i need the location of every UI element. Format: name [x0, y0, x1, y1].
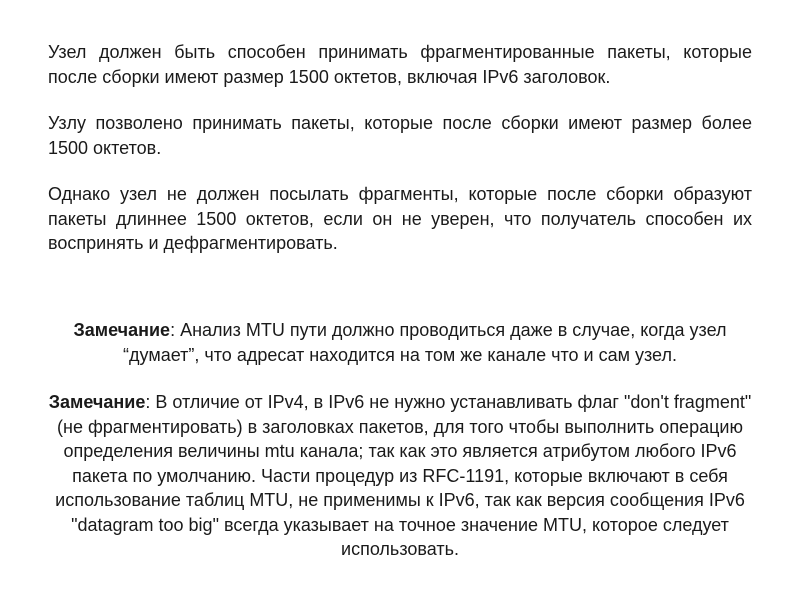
- main-text-block: [48, 40, 752, 256]
- note-mtu-path: [36, 318, 764, 367]
- note-text: : В отличие от IPv4, в IPv6 не нужно устанавливать флаг "don't fragment" (не фрагментировать) в заголовках пакетов, для того чтобы выполнить операцию определения величины mtu канала; так как это является атрибутом любого IPv6 пакета по умолчанию. Части процедур из RFC-1191, которые включают в себя использование таблиц MTU, не применимы к IPv6, так как версия сообщения IPv6 "datagram too big" всегда указывает на точное значение MTU, которое следует использовать.: [55, 392, 752, 559]
- notes-block: [36, 318, 764, 585]
- note-label: Замечание: [48, 392, 146, 412]
- note-text: : Анализ MTU пути должно проводиться даже в случае, когда узел “думает”, что адресат находится на том же канале что и сам узел.: [123, 320, 727, 365]
- note-label: Замечание: [73, 320, 171, 340]
- paragraph-fragment-reception: Узел должен быть способен принимать фрагментированные пакеты, которые после сборки имеют размер 1500 октетов, включая IPv6 заголовок.: [48, 42, 752, 87]
- paragraph-large-packets: Узлу позволено принимать пакеты, которые после сборки имеют размер более 1500 октетов.: [48, 113, 752, 158]
- note-dont-fragment: [36, 390, 764, 562]
- paragraph-sending-restriction: Однако узел не должен посылать фрагменты, которые после сборки образуют пакеты длиннее 1500 октетов, если он не уверен, что получатель способен их воспринять и дефрагментировать.: [48, 184, 752, 253]
